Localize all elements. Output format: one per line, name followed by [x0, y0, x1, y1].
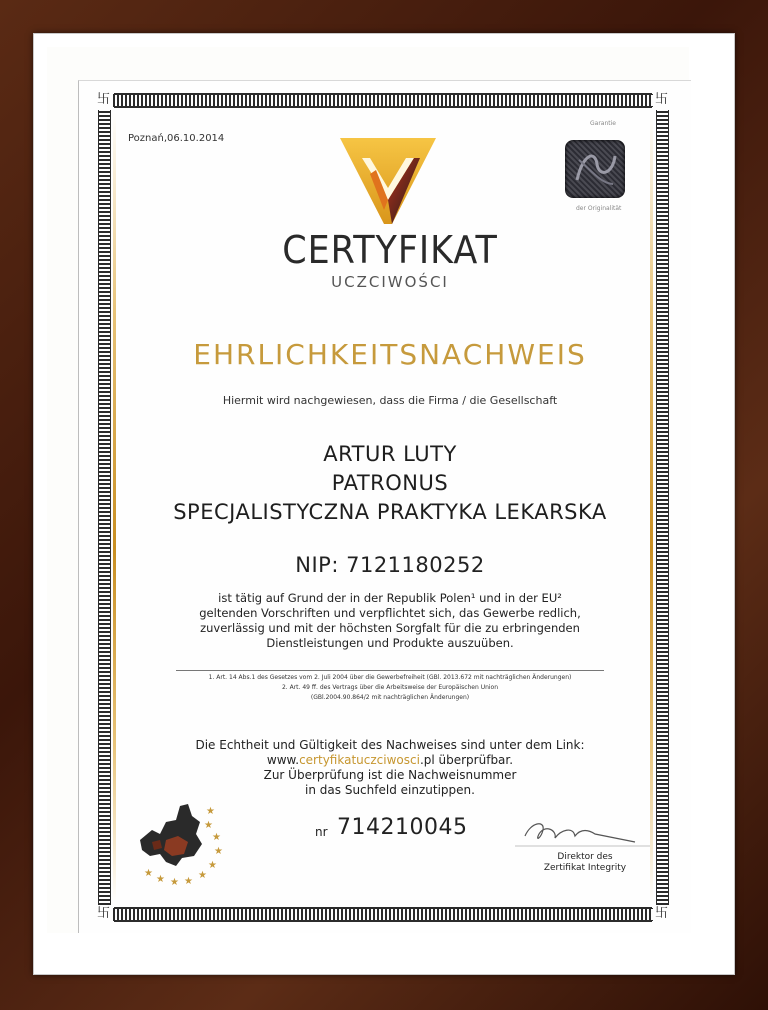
svg-text:★: ★: [206, 806, 215, 817]
signature-role-line: Direktor des: [557, 852, 613, 862]
svg-text:★: ★: [212, 832, 221, 843]
garantie-label: Garantie: [590, 120, 616, 127]
body-line: Dienstleistungen und Produkte auszuüben.: [266, 636, 514, 650]
verify-suffix: .pl überprüfbar.: [419, 753, 514, 767]
signature-icon: [515, 812, 655, 852]
number-label: nr: [315, 825, 328, 839]
company-line: SPECJALISTYCZNA PRAKTYKA LEKARSKA: [173, 500, 607, 524]
certificate-logo-subtitle: UCZCIWOŚCI: [331, 273, 449, 291]
intro-text: Hiermit wird nachgewiesen, dass die Firma / die Gesellschaft: [222, 394, 558, 407]
svg-text:★: ★: [170, 877, 179, 888]
body-line: zuverlässig und mit der höchsten Sorgfalt für die zu erbringenden: [200, 621, 580, 635]
body-line: geltenden Vorschriften und verpflichtet sich, das Gewerbe redlich,: [199, 606, 581, 620]
certificate-number: 714210045: [337, 815, 468, 840]
footnotes: [150, 673, 630, 703]
corner-ornament: 卐: [654, 92, 668, 107]
footnote-line: 2. Art. 49 ff. des Vertrags über die Arbeitsweise der Europäischen Union: [281, 684, 499, 691]
verification-link[interactable]: certyfikatuczciwosci: [299, 753, 420, 767]
svg-text:★: ★: [198, 870, 207, 881]
svg-text:★: ★: [214, 846, 223, 857]
svg-text:★: ★: [156, 874, 165, 885]
verify-prefix: www.: [266, 753, 300, 767]
company-name: [100, 440, 680, 527]
corner-ornament: 卐: [654, 906, 668, 921]
top-border: [113, 94, 653, 107]
verify-line: Zur Überprüfung ist die Nachweisnummer: [263, 768, 517, 782]
corner-ornament: 卐: [96, 906, 110, 921]
body-text: [150, 591, 630, 651]
svg-text:★: ★: [204, 820, 213, 831]
certificate-logo-icon: [340, 136, 436, 226]
document-heading: EHRLICHKEITSNACHWEIS: [193, 338, 587, 371]
svg-text:★: ★: [144, 868, 153, 879]
company-line: PATRONUS: [331, 471, 449, 495]
place-date: Poznań,06.10.2014: [128, 133, 225, 144]
verify-line: in das Suchfeld einzutippen.: [305, 783, 475, 797]
signature-role: [515, 852, 655, 874]
hologram-seal: [565, 140, 625, 198]
footnote-line: (GBl.2004.90.864/2 mit nachträglichen Änderungen): [310, 694, 470, 701]
body-line: ist tätig auf Grund der in der Republik Polen¹ und in der EU²: [218, 591, 562, 605]
europe-stars-icon: [130, 800, 225, 890]
verify-line: Die Echtheit und Gültigkeit des Nachweises sind unter dem Link:: [195, 738, 585, 752]
footnote-line: 1. Art. 14 Abs.1 des Gesetzes vom 2. Juli 2004 über die Gewerbefreiheit (GBl. 2013.672 mit nachträglichen Änderungen): [208, 674, 572, 681]
verification-text: [150, 738, 630, 798]
certificate-logo-title: CERTYFIKAT: [282, 228, 498, 272]
company-line: ARTUR LUTY: [323, 442, 457, 466]
bottom-border: [113, 908, 653, 921]
originalitat-label: der Originalität: [576, 205, 622, 212]
signature-role-line: Zertifikat Integrity: [543, 863, 627, 873]
verify-line: [150, 753, 630, 768]
svg-text:★: ★: [184, 876, 193, 887]
footnote-divider: [176, 670, 604, 671]
corner-ornament: 卐: [96, 92, 110, 107]
svg-text:★: ★: [208, 860, 217, 871]
nip-number: NIP: 7121180252: [295, 553, 485, 577]
